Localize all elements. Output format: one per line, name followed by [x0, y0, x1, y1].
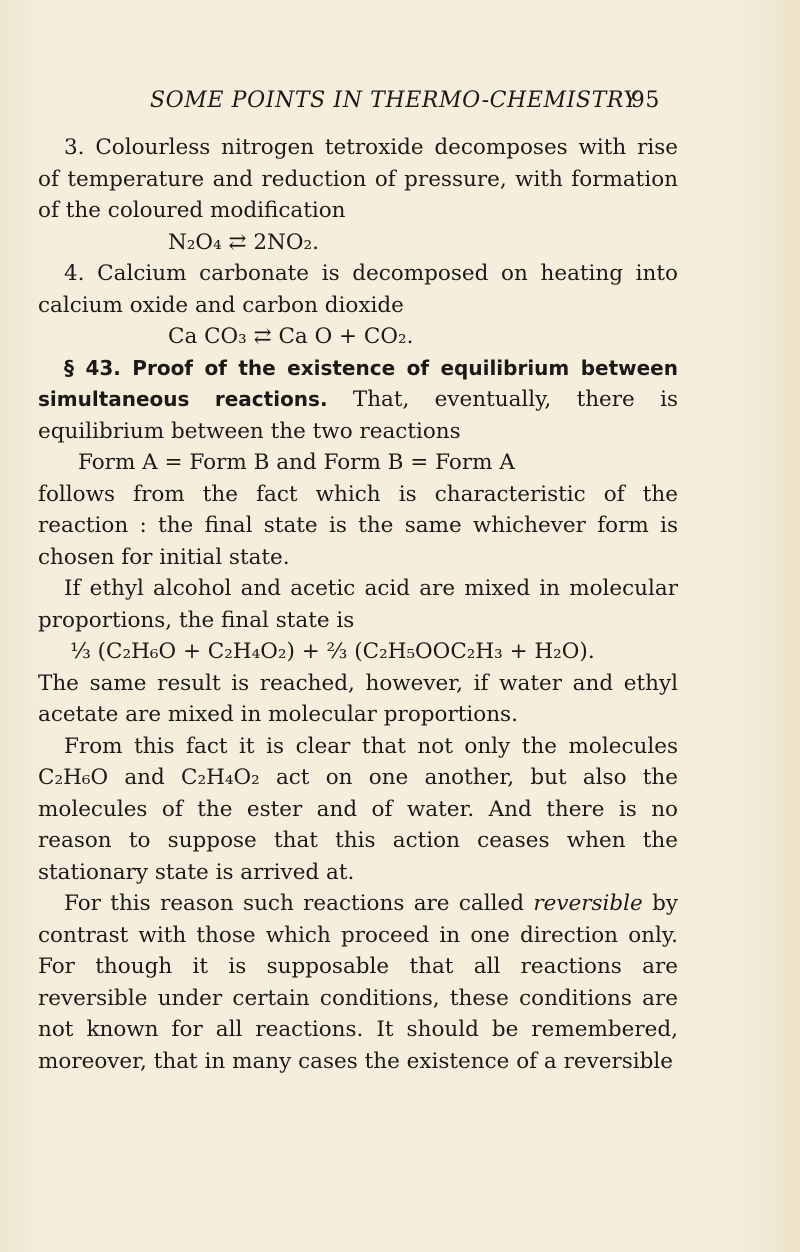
- paragraph-ethyl: If ethyl alcohol and acetic acid are mixed in molecular proportions, the final state is: [38, 576, 678, 633]
- reversible-term: reversible: [533, 891, 643, 916]
- equation-calcium-carbonate: Ca CO₃ ⇄ Ca O + CO₂.: [168, 324, 414, 349]
- reversible-text-a: For this reason such reactions are called: [64, 891, 534, 916]
- paragraph-4: 4. Calcium carbonate is decomposed on heating into calcium oxide and carbon dioxide: [38, 261, 678, 318]
- paragraph-same-result: The same result is reached, however, if water and ethyl acetate are mixed in molecular proportions.: [38, 670, 678, 727]
- equation-forms: Form A = Form B and Form B = Form A: [78, 450, 515, 475]
- equation-nitrogen-tetroxide: N₂O₄ ⇄ 2NO₂.: [168, 229, 319, 255]
- running-header: [150, 88, 660, 113]
- paragraph-3: 3. Colourless nitrogen tetroxide decomposes with rise of temperature and reduction of pressure, with formation of the coloured modification: [38, 135, 678, 223]
- reversible-text-b: by contrast with those which proceed in one direction only. For though it is supposable that all reactions are reversible under certain conditions, these conditions are not known for all reactions. It should be remembered, moreover, that in many cases the existence of a reversible: [38, 891, 679, 1074]
- body-text: [38, 132, 678, 1077]
- paragraph-from-this-fact: From this fact it is clear that not only the molecules C₂H₆O and C₂H₄O₂ act on one another, but also the molecules of the ester and of water. And there is no reason to suppose that this action ceases when the stationary state is arrived at.: [38, 733, 678, 885]
- header-title: SOME POINTS IN THERMO-CHEMISTRY: [150, 88, 639, 113]
- page-number: 95: [630, 88, 660, 113]
- section-heading: § 43. Proof of the existence of equilibrium between simultaneous reactions.: [38, 355, 678, 411]
- section-43-text: That, eventually, there is equilibrium between the two reactions: [38, 387, 678, 444]
- paragraph-follows: follows from the fact which is characteristic of the reaction : the final state is the same whichever form is chosen for initial state.: [38, 481, 678, 570]
- equation-ester: ⅓ (C₂H₆O + C₂H₄O₂) + ⅔ (C₂H₅OOC₂H₃ + H₂O).: [70, 639, 595, 664]
- section-43: [38, 353, 678, 448]
- paragraph-reversible: [38, 888, 678, 1077]
